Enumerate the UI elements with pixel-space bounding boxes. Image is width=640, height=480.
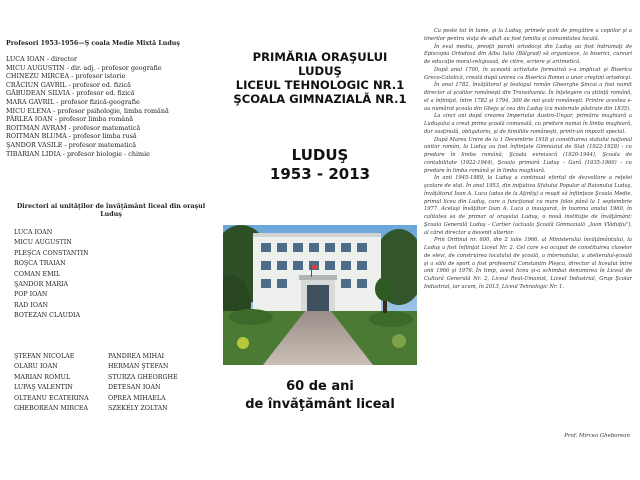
- director-pair-row: [14, 383, 214, 393]
- title-line: LUDUŞ: [298, 64, 342, 78]
- town-name: LUDUŞ: [291, 146, 349, 164]
- title-line: PRIMĂRIA ORAŞULUI: [252, 50, 388, 64]
- directors-title: [6, 203, 216, 219]
- director-item: ŞANDOR MARIA: [14, 281, 69, 289]
- professor-name: CRĂCIUN GAVRIL: [6, 80, 67, 89]
- history-paragraph: După anul 1700, în această activitate formativă s-a implicat şi Biserica Greco-Catolică, creată după unirea cu Biserica Romei a unor creştini ortodocşi.: [424, 66, 632, 81]
- history-paragraph: În evul mediu, preoţii parohi ortodocşi din Luduş au fost îndrumaţi de Episcopia Ortodoxă din Alba Iulia (Bălgrad) să organizeze, la biserici, cursuri de educaţie moral-religioasă, de citire, scriere şi aritmetică.: [424, 43, 632, 65]
- director-item: COMAN EMIL: [14, 270, 61, 278]
- professor-name: GĂBUDEAN SILVIA: [6, 89, 70, 98]
- director-pair-row: [14, 352, 214, 362]
- history-paragraph: În anii 1945-1989, la Luduş a continuat efortul de dezvoltare a reţelei şcolare de stat. În anul 1953, din iniţiativa Sfatului Popular al Raionului Luduş, învăţătorul Ioan A. Luca (adus de la Aţintiş) a reuşit să înfiinţeze Şcoala Medie, primul liceu din Luduş, care a funcţionat cu mare folos până la 1 septembrie 1977. Acelaşi învăţător Ioan A. Luca a inaugurat, în toamna anului 1960, în calitatea sa de primar al oraşului Luduş, o nouă instituţie de învăţământ: Şcoala Generală Luduş - Cartier (actuala Şcoală Gimnazială „Ioan Vlăduţiu"), al cărei director a devenit ulterior.: [424, 175, 632, 236]
- director-item: HERMAN ŞTEFAN: [108, 363, 169, 371]
- director-item: ŞTEFAN NICOLAE: [14, 353, 75, 360]
- history-paragraph: În anul 1782, învăţătorul şi teologul român Gheorghe Şincai a fost numit director al şcolilor româneşti din Transilvania. În înţelegere cu ştiinţă română, el a înfiinţat, între 1782 şi 1794, 300 de noi şcoli româneşti. Printre acestea s-au numărat şcoala din Gheja şi cea din Luduş (cu materiale păstrate din 1835).: [424, 82, 632, 112]
- professor-role: - profesor limba rusă: [66, 132, 137, 141]
- professor-item: [6, 89, 216, 98]
- professors-list: [6, 55, 216, 158]
- director-item: OLTEANU ECATERINA: [14, 394, 89, 402]
- professor-role: - director: [44, 55, 78, 63]
- director-item: OLARU IOAN: [14, 363, 58, 371]
- professor-role: - profesor matematică: [66, 123, 141, 132]
- professors-title: Profesori 1953-1956—Ş coala Medie Mixtă Luduş: [6, 40, 180, 47]
- director-item: BOTEZAN CLAUDIA: [14, 312, 81, 320]
- professor-item: [6, 115, 216, 124]
- school-building-photo: [223, 225, 417, 365]
- director-item: POP IOAN: [14, 291, 48, 299]
- professor-role: - dir. adj. - profesor geografie: [64, 63, 162, 72]
- title-line: LICEUL TEHNOLOGIC NR.1: [235, 78, 405, 92]
- professor-name: ROITMAN AVRAM: [6, 123, 67, 132]
- professor-name: TIBARIAN LIDIA: [6, 149, 61, 158]
- professor-name: ŞANDOR VASILE: [6, 140, 63, 149]
- professor-item: [6, 141, 216, 150]
- professor-role: - profesor fizică-geografie: [54, 97, 140, 106]
- director-item: OPREA MIHAELA: [108, 394, 166, 402]
- professor-item: [6, 124, 216, 133]
- title-line: ŞCOALA GIMNAZIALĂ NR.1: [233, 92, 407, 106]
- directors-title-line: Luduş: [100, 211, 122, 218]
- director-item: MARIAN ROMUL: [14, 373, 71, 381]
- professor-role: - profesor istorie: [69, 72, 126, 81]
- director-item: MICU AUGUSTIN: [14, 239, 72, 247]
- anniversary-subtitle: [220, 378, 420, 414]
- professor-item: [6, 98, 216, 107]
- professor-role: - profesor ed. fizică: [66, 80, 131, 89]
- history-paragraph: După Marea Unire de la 1 Decembrie 1918 şi constituirea statului naţional unitar român, la Luduş au fost înfiinţate Gimnaziul de Stat (1922-1928) - cu predare în limba română, Şcoala evreiască (1920-1944), Şcoala de contabilitate (1922-1944), Şcoala primară Luduş - Gară (1935-1960) - cu predare în limba română şi în limba maghiară.: [424, 136, 632, 174]
- director-item: LUCA IOAN: [14, 229, 53, 236]
- professor-item: [6, 72, 216, 81]
- director-item: SZEKELY ZOLTAN: [108, 405, 168, 413]
- history-paragraph: Prin Ordinul nr. 600, din 2 iulie 1966, al Ministerului învăţământului, la Luduş a fost înfiinţat Liceul Nr. 2. Cel care s-a ocupat de constituirea claselor de elevi, de construirea localului de şcoală, a internatului, a atelierului-şcoală şi a sălii de sport a fost profesorul Constantin Pleşca, director al liceului între anii 1966 şi 1976. În timp, acest liceu şi-a schimbat denumirea în Liceul de Cultură Generală Nr. 2, Liceul Real-Umanist, Liceul Industrial, Grup Şcolar Industrial, iar acum, în 2013, Liceul Tehnologic Nr. 1.: [424, 237, 632, 290]
- director-item: PLEŞCA CONSTANTIN: [14, 249, 89, 257]
- director-pair-row: [14, 362, 214, 372]
- directors-pairs: [14, 352, 214, 414]
- professor-name: MICU ELENA: [6, 106, 52, 115]
- professor-role: - profesor matematică: [62, 140, 137, 149]
- subtitle-line: 60 de ani: [286, 379, 354, 394]
- directors-list: [14, 228, 89, 322]
- subtitle-line: de învăţământ liceal: [245, 397, 395, 412]
- director-item: PANDREA MIHAI: [108, 353, 165, 360]
- professor-role: - profesor limba română: [52, 115, 134, 124]
- professor-role: - profesor psihologie, limba română: [51, 106, 169, 115]
- professor-role: - profesor ed. fizică: [69, 89, 135, 98]
- professor-item: [6, 55, 216, 64]
- professor-name: LUCA IOAN: [6, 55, 45, 63]
- year-range: 1953 - 2013: [269, 165, 371, 183]
- professor-name: PÂRLEA IOAN: [6, 115, 53, 124]
- director-item: GHEBOREAN MIRCEA: [14, 405, 89, 413]
- author-signature: Prof. Mircea Gheborean: [564, 433, 630, 439]
- professor-item: [6, 107, 216, 116]
- cover-column: [220, 0, 420, 480]
- director-pair-row: [14, 373, 214, 383]
- director-pair-row: [14, 404, 214, 414]
- director-item: DETESAN IOAN: [108, 384, 161, 392]
- professor-role: - profesor biologie - chimie: [60, 149, 150, 158]
- history-text: [424, 28, 632, 292]
- professor-name: CHINEZU MIRCEA: [6, 72, 70, 81]
- town-years: [220, 146, 420, 184]
- history-paragraph: Ca peste tot în lume, şi la Luduş, primele şcoli de pregătire a copiilor şi a tinerilor pentru viaţa de adult au fost familia şi comunitatea locală.: [424, 28, 632, 42]
- professors-section: [6, 40, 216, 158]
- director-pair-row: [14, 394, 214, 404]
- school-photo-illustration: [223, 225, 417, 365]
- professor-name: MICU AUGUSTIN: [6, 63, 65, 72]
- professor-item: [6, 64, 216, 73]
- professor-name: MARA GAVRIL: [6, 97, 55, 106]
- history-paragraph: La cinci ani după crearea Imperiului Austro-Ungar, primăria maghiară a Luduşului a creat prima şcoală comunală, cu predare numai în limba maghiară, dar susţinută, obligatoriu, şi de familiile româneşti, printr-un impozit special.: [424, 113, 632, 135]
- professor-name: ROITMAN BLUMA: [6, 132, 67, 141]
- professor-item: [6, 132, 216, 141]
- directors-title-line: Directori ai unităţilor de învăţământ liceal din oraşul: [16, 203, 206, 210]
- director-item: LUPAŞ VALENTIN: [14, 384, 73, 392]
- director-item: STURZA GHEORGHE: [108, 373, 178, 381]
- professor-item: [6, 150, 216, 159]
- director-item: RAD IOAN: [14, 301, 49, 309]
- director-item: ROŞCA TRAIAN: [14, 260, 66, 268]
- institution-title: [220, 50, 420, 106]
